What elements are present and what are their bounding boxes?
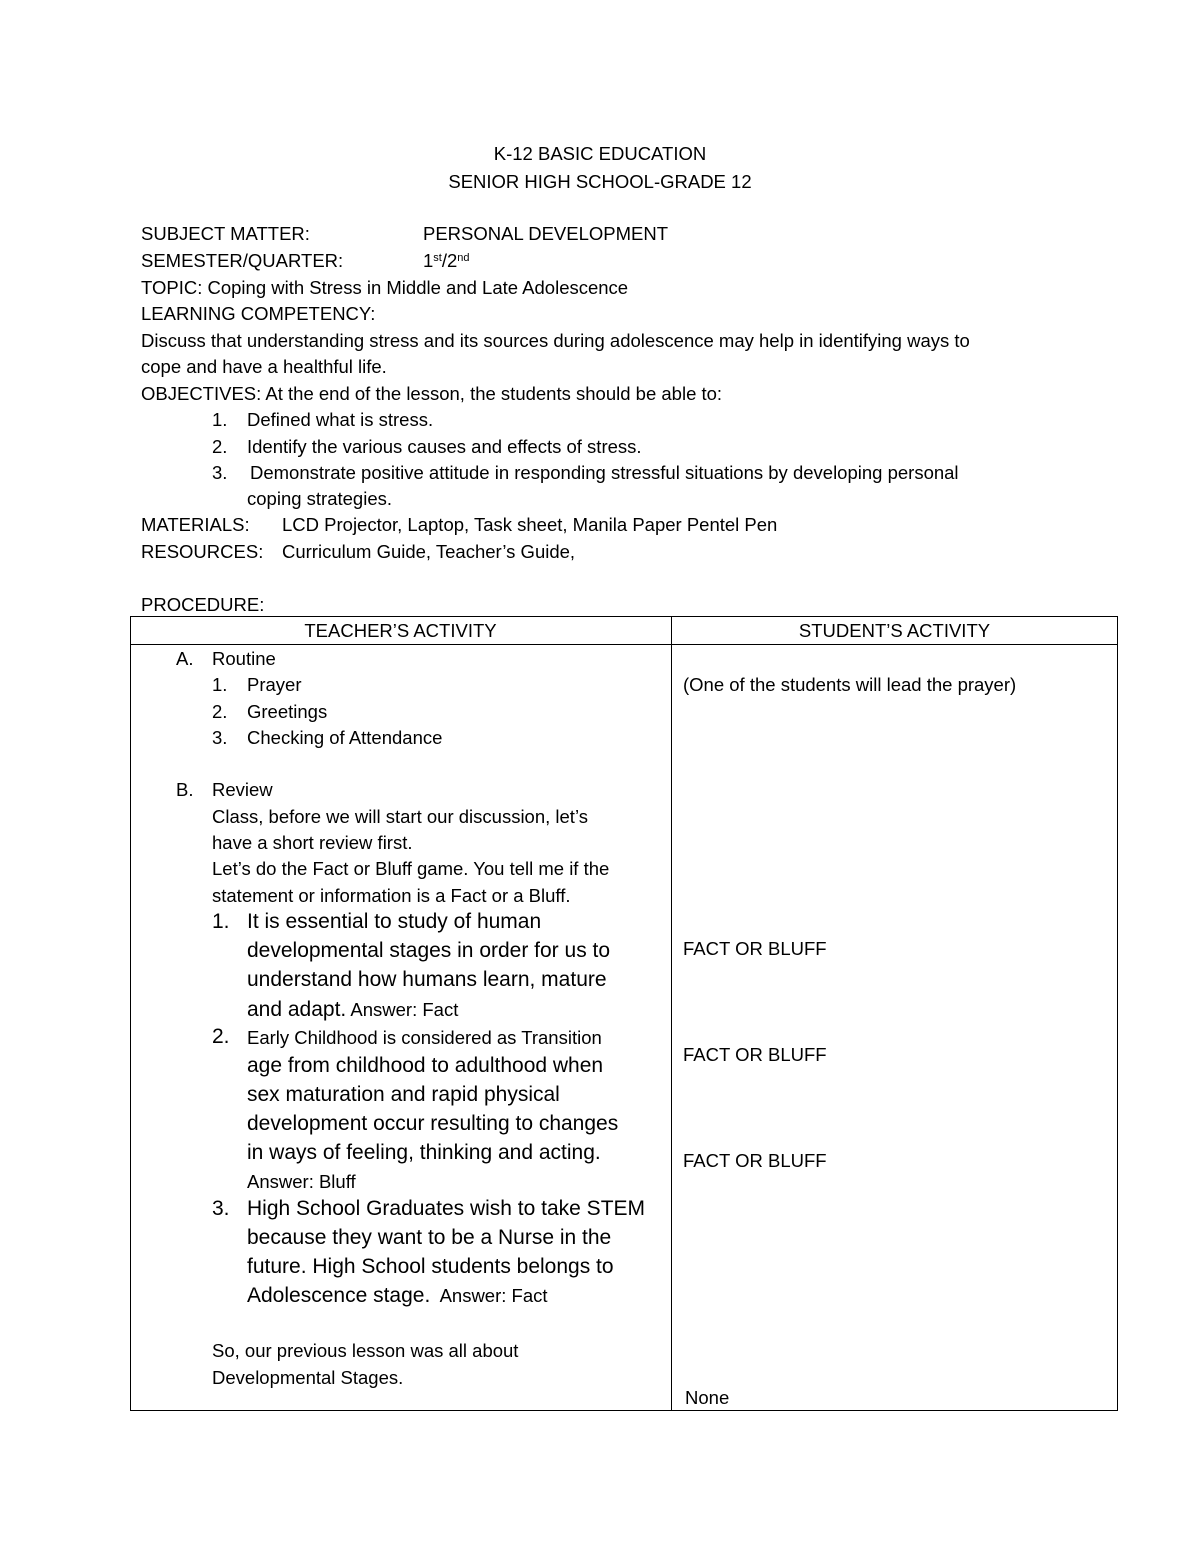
teacher-activity-header: TEACHER’S ACTIVITY [304, 620, 497, 641]
objective-num: 2. [212, 436, 228, 457]
review-letter: B. [176, 779, 194, 800]
objective-item: Demonstrate positive attitude in responding stressful situations by developing personal [250, 462, 959, 483]
procedure-label: PROCEDURE: [141, 594, 265, 615]
question-num: 1. [212, 910, 230, 933]
student-none: None [685, 1387, 730, 1408]
semester-value: 1st/2nd [423, 250, 470, 271]
student-activity-header: STUDENT’S ACTIVITY [798, 620, 991, 641]
routine-item-prayer: Prayer [247, 674, 302, 695]
question-1-line: developmental stages in order for us to [247, 939, 611, 962]
table-column-divider [671, 616, 672, 1411]
topic-line [141, 277, 628, 299]
review-line: have a short review first. [212, 832, 413, 853]
question-2-line: Early Childhood is considered as Transition [247, 1027, 602, 1048]
semester-label: SEMESTER/QUARTER: [141, 250, 344, 271]
question-2-line: sex maturation and rapid physical [247, 1083, 560, 1106]
question-2-line: development occur resulting to changes [247, 1112, 619, 1135]
student-fact-or-bluff: FACT OR BLUFF [683, 938, 827, 959]
topic-value: Coping with Stress in Middle and Late Adolescence [207, 277, 629, 298]
review-closing: Developmental Stages. [212, 1367, 404, 1388]
question-1-line: It is essential to study of human [247, 910, 542, 933]
question-3-line: future. High School students belongs to [247, 1255, 614, 1278]
question-1-line: understand how humans learn, mature [247, 968, 607, 991]
routine-num: 3. [212, 727, 228, 748]
objectives-label: OBJECTIVES: [141, 383, 262, 404]
competency-text-2: cope and have a healthful life. [141, 356, 387, 377]
objectives-line [141, 383, 722, 405]
review-title: Review [212, 779, 273, 800]
topic-label: TOPIC: [141, 277, 203, 298]
materials-value: LCD Projector, Laptop, Task sheet, Manila Paper Pentel Pen [282, 514, 778, 535]
table-header-divider [130, 644, 1118, 645]
question-num: 2. [212, 1025, 230, 1048]
review-line: statement or information is a Fact or a Bluff. [212, 885, 571, 906]
routine-item-greetings: Greetings [247, 701, 328, 722]
question-1-last: and adapt. Answer: Fact [247, 998, 459, 1021]
objective-item: Defined what is stress. [247, 409, 434, 430]
student-fact-or-bluff: FACT OR BLUFF [683, 1150, 827, 1171]
doc-title-line2: SENIOR HIGH SCHOOL-GRADE 12 [448, 171, 752, 192]
objective-item: Identify the various causes and effects of stress. [247, 436, 642, 457]
question-num: 3. [212, 1197, 230, 1220]
question-3-line: High School Graduates wish to take STEM [247, 1197, 646, 1220]
routine-letter: A. [176, 648, 194, 669]
objective-item-cont: coping strategies. [247, 488, 393, 509]
doc-title-line1: K-12 BASIC EDUCATION [493, 143, 707, 164]
question-1-answer: Answer: Fact [350, 999, 459, 1020]
review-line: Class, before we will start our discussion, let’s [212, 806, 588, 827]
routine-item-attendance: Checking of Attendance [247, 727, 443, 748]
resources-label: RESOURCES: [141, 541, 264, 562]
review-line: Let’s do the Fact or Bluff game. You tell me if the [212, 858, 610, 879]
objective-num: 3. [212, 462, 228, 483]
competency-text-1: Discuss that understanding stress and its sources during adolescence may help in identifying ways to [141, 330, 970, 351]
routine-num: 1. [212, 674, 228, 695]
objective-num: 1. [212, 409, 228, 430]
routine-num: 2. [212, 701, 228, 722]
question-3-line: because they want to be a Nurse in the [247, 1226, 612, 1249]
question-3-last: Adolescence stage. Answer: Fact [247, 1284, 548, 1307]
student-fact-or-bluff: FACT OR BLUFF [683, 1044, 827, 1065]
subject-label: SUBJECT MATTER: [141, 223, 310, 244]
subject-value: PERSONAL DEVELOPMENT [423, 223, 669, 244]
review-closing: So, our previous lesson was all about [212, 1340, 519, 1361]
competency-label: LEARNING COMPETENCY: [141, 303, 376, 324]
resources-value: Curriculum Guide, Teacher’s Guide, [282, 541, 576, 562]
objectives-intro: At the end of the lesson, the students should be able to: [265, 383, 723, 404]
question-2-line: in ways of feeling, thinking and acting. [247, 1141, 601, 1164]
question-2-line: age from childhood to adulthood when [247, 1054, 604, 1077]
question-2-answer: Answer: Bluff [247, 1171, 356, 1192]
materials-label: MATERIALS: [141, 514, 250, 535]
student-prayer: (One of the students will lead the prayer) [683, 674, 1017, 695]
routine-title: Routine [212, 648, 276, 669]
question-3-answer: Answer: Fact [439, 1285, 548, 1306]
